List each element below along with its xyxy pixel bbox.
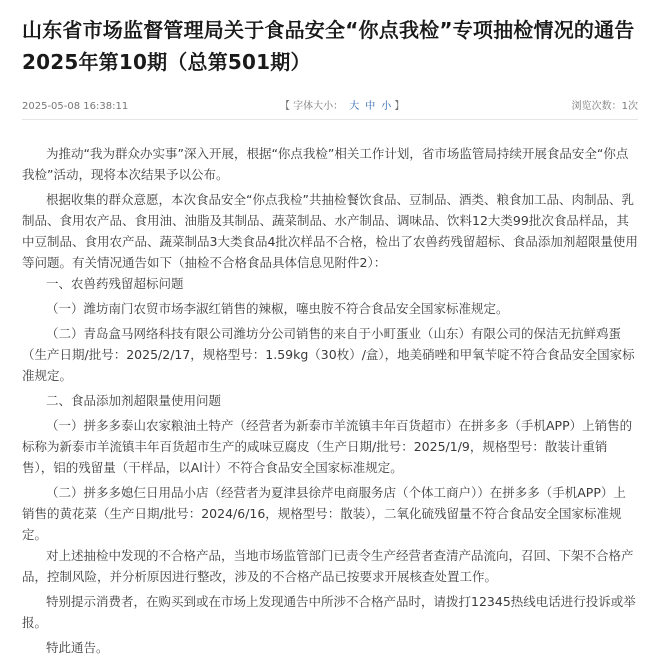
font-size-control [280, 99, 404, 115]
font-size-label: 【 字体大小： [280, 101, 344, 112]
meta-divider [22, 119, 638, 120]
view-count: 浏览次数：1次 [571, 101, 638, 112]
paragraph-pesticide-1: （一）潍坊南门农贸市场李淑红销售的辣椒，噻虫胺不符合食品安全国家标准规定。 [46, 301, 509, 316]
paragraph-additive-2: （二）拼多多媳仨日用品小店（经营者为夏津县徐芹电商服务店（个体工商户））在拼多多（手机APP）上销售的黄花菜（生产日期/批号：2024/6/16，规格型号：散装），二氧化硫残留量不符合食品安全国家标准规定。 [22, 485, 626, 542]
article-body [22, 143, 638, 658]
font-size-close: 】 [391, 101, 405, 112]
paragraph-consumer-notice: 特别提示消费者，在购买到或在市场上发现通告中所涉不合格产品时，请拨打12345热线电话进行投诉或举报。 [22, 594, 636, 630]
paragraph-additive-1: （一）拼多多泰山农家粮油土特产（经营者为新泰市羊流镇丰年百货超市）在拼多多（手机APP）上销售的标称为新泰市羊流镇丰年百货超市生产的咸味豆腐皮（生产日期/批号：2025/1/9，规格型号：散装计重销售），铝的残留量（干样品，以Al计）不符合食品安全国家标准规定。 [22, 418, 633, 475]
paragraph-handling: 对上述抽检中发现的不合格产品，当地市场监管部门已责令生产经营者查清产品流向，召回、下架不合格产品，控制风险，并分析原因进行整改，涉及的不合格产品已按要求开展核查处置工作。 [22, 548, 634, 584]
section-heading-pesticide: 一、农兽药残留超标问题 [46, 276, 184, 291]
paragraph-closing: 特此通告。 [46, 640, 109, 655]
section-heading-additive: 二、食品添加剂超限量使用问题 [46, 393, 222, 408]
font-small-link[interactable]: 小 [381, 101, 392, 112]
article-title: 山东省市场监督管理局关于食品安全“你点我检”专项抽检情况的通告2025年第10期（总第501期） [22, 18, 635, 74]
paragraph-summary: 根据收集的群众意愿，本次食品安全“你点我检”共抽检餐饮食品、豆制品、酒类、粮食加工品、肉制品、乳制品、食用农产品、食用油、油脂及其制品、蔬菜制品、水产制品、调味品、饮料12大类99批次食品样品，其中豆制品、食用农产品、蔬菜制品3大类食品4批次样品不合格，检出了农兽药残留超标、食品添加剂超限量使用等问题。有关情况通告如下（抽检不合格食品具体信息见附件2）： [22, 192, 638, 270]
font-medium-link[interactable]: 中 [365, 101, 376, 112]
font-large-link[interactable]: 大 [349, 101, 360, 112]
article-meta [22, 99, 638, 115]
paragraph-intro: 为推动“我为群众办实事”深入开展，根据“你点我检”相关工作计划，省市场监管局持续开展食品安全“你点我检”活动，现将本次结果予以公布。 [22, 146, 629, 182]
publish-time: 2025-05-08 16:38:11 [22, 101, 129, 112]
paragraph-pesticide-2: （二）青岛盒马网络科技有限公司潍坊分公司销售的来自于小町蛋业（山东）有限公司的保洁无抗鲜鸡蛋（生产日期/批号：2025/2/17，规格型号：1.59kg（30枚）/盒），地美硝唑和甲氧苄啶不符合食品安全国家标准规定。 [22, 326, 635, 383]
